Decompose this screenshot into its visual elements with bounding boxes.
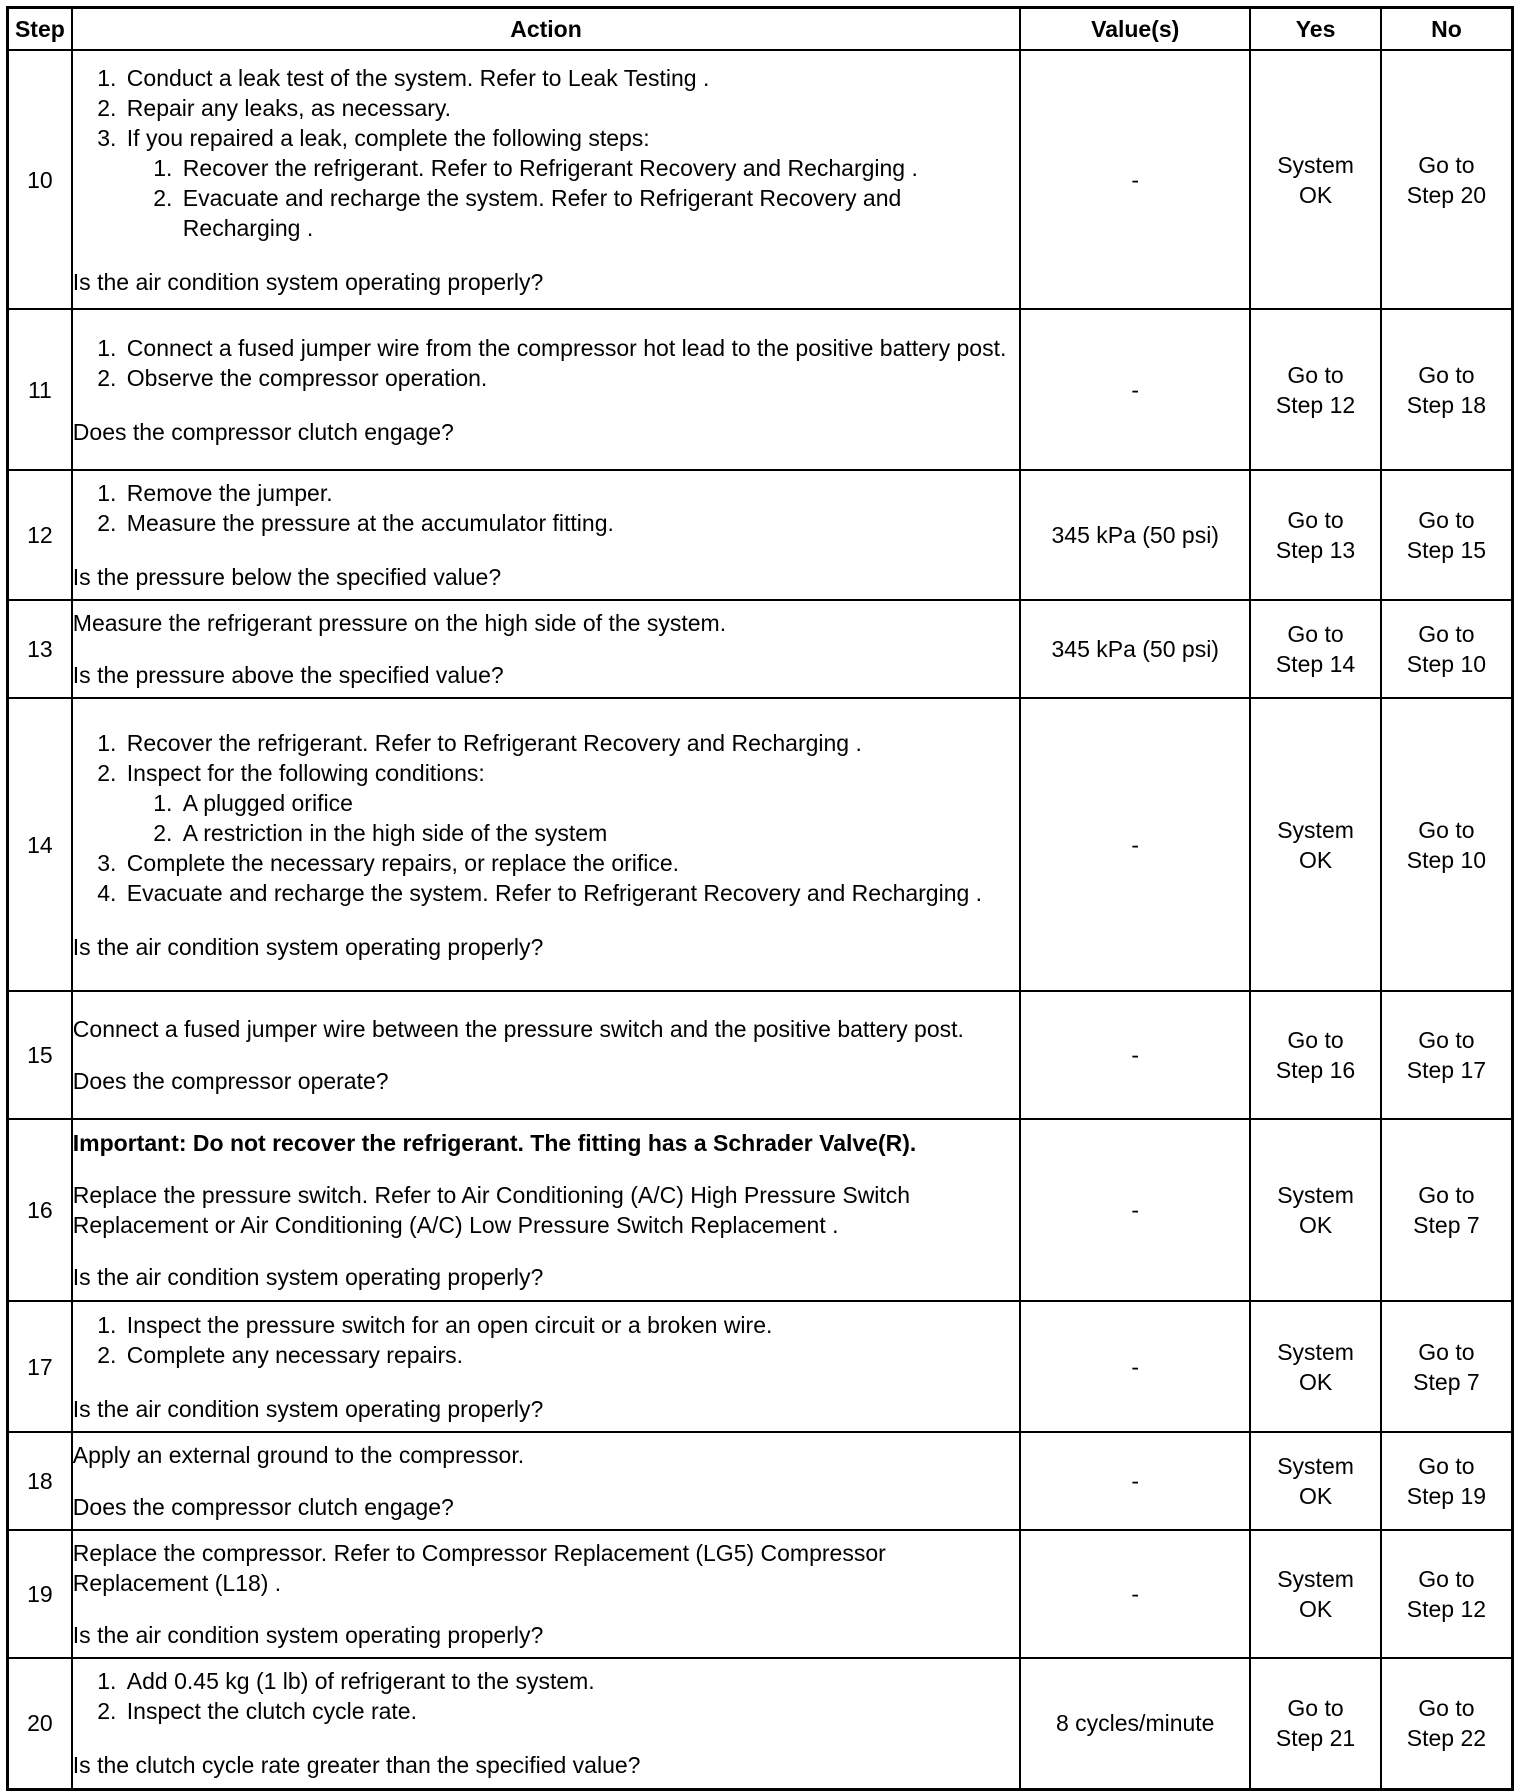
step-number: 12 — [8, 470, 72, 600]
table-row — [8, 698, 1513, 991]
yes-cell — [1250, 600, 1381, 698]
value-cell: - — [1020, 1301, 1250, 1432]
header-yes: Yes — [1250, 8, 1381, 51]
list-item: 1. Conduct a leak test of the system. Refer to Leak Testing . — [123, 63, 1019, 93]
yes-line: Go to — [1287, 621, 1344, 647]
step-number: 17 — [8, 1301, 72, 1432]
action-list — [73, 63, 1019, 243]
no-line: Go to — [1418, 1695, 1475, 1722]
yes-line: System — [1277, 1338, 1354, 1365]
yes-line: OK — [1298, 1212, 1333, 1238]
yes-cell — [1250, 50, 1381, 309]
yes-cell — [1250, 1432, 1381, 1530]
question: Is the pressure below the specified value? — [72, 564, 502, 590]
value-cell: - — [1020, 1432, 1250, 1530]
list-item: 2. Observe the compressor operation. — [123, 363, 1019, 393]
list-item: 1. Inspect the pressure switch for an open circuit or a broken wire. — [123, 1310, 1019, 1340]
no-cell — [1381, 1658, 1513, 1789]
no-line: Go to — [1418, 1566, 1475, 1592]
table-row — [8, 1658, 1513, 1789]
action-list — [73, 728, 1019, 908]
step-number: 15 — [8, 991, 72, 1119]
table-row — [8, 1301, 1513, 1432]
action-cell — [72, 991, 1020, 1119]
action-cell — [72, 309, 1020, 470]
value-cell: 345 kPa (50 psi) — [1020, 470, 1250, 600]
no-line: Go to — [1418, 1182, 1475, 1208]
header-action: Action — [72, 8, 1020, 51]
action-list — [73, 1666, 1019, 1726]
no-line: Step 19 — [1406, 1483, 1487, 1509]
action-cell — [72, 1432, 1020, 1530]
yes-line: OK — [1298, 1483, 1333, 1509]
no-line: Step 22 — [1406, 1725, 1487, 1752]
no-line: Go to — [1418, 361, 1475, 388]
table-row — [8, 1119, 1513, 1301]
step-number: 16 — [8, 1119, 72, 1301]
no-cell — [1381, 309, 1513, 470]
value-cell: - — [1020, 1530, 1250, 1658]
yes-line: Step 16 — [1275, 1057, 1356, 1083]
header-step: Step — [8, 8, 72, 51]
value-cell: - — [1020, 309, 1250, 470]
action-cell — [72, 1530, 1020, 1658]
list-item-text: Inspect for the following conditions: — [126, 759, 485, 786]
value-cell: - — [1020, 50, 1250, 309]
action-list — [73, 1310, 1019, 1370]
step-number: 18 — [8, 1432, 72, 1530]
list-item: 1. Remove the jumper. — [123, 478, 1019, 508]
list-item: 2. Repair any leaks, as necessary. — [123, 93, 1019, 123]
table-row — [8, 991, 1513, 1119]
header-row — [8, 8, 1513, 51]
no-line: Go to — [1418, 151, 1475, 178]
no-line: Step 7 — [1413, 1368, 1480, 1395]
yes-line: Step 21 — [1275, 1725, 1356, 1752]
table-row — [8, 470, 1513, 600]
list-item: 1. Recover the refrigerant. Refer to Refrigerant Recovery and Recharging . — [123, 728, 1019, 758]
yes-line: OK — [1298, 1596, 1333, 1622]
table-row — [8, 1530, 1513, 1658]
value-cell: 345 kPa (50 psi) — [1020, 600, 1250, 698]
list-item: 2. Inspect the clutch cycle rate. — [123, 1696, 1019, 1726]
question: Is the air condition system operating properly? — [72, 933, 544, 960]
yes-line: System — [1277, 1566, 1354, 1592]
no-cell — [1381, 470, 1513, 600]
action-cell — [72, 698, 1020, 991]
step-number: 13 — [8, 600, 72, 698]
no-cell — [1381, 1119, 1513, 1301]
list-item: 3. Complete the necessary repairs, or replace the orifice. — [123, 848, 1019, 878]
header-values: Value(s) — [1020, 8, 1250, 51]
question: Does the compressor clutch engage? — [72, 418, 454, 445]
yes-cell — [1250, 1119, 1381, 1301]
question: Does the compressor operate? — [72, 1068, 389, 1094]
no-line: Go to — [1418, 621, 1475, 647]
no-line: Step 17 — [1406, 1057, 1487, 1083]
sub-list — [127, 153, 1019, 243]
yes-cell — [1250, 1301, 1381, 1432]
action-text: Replace the compressor. Refer to Compressor Replacement (LG5) Compressor Replacement (L18) . — [72, 1540, 886, 1596]
yes-line: OK — [1298, 1368, 1333, 1395]
no-line: Step 15 — [1406, 537, 1487, 563]
action-list — [73, 333, 1019, 393]
action-text: Connect a fused jumper wire between the pressure switch and the positive battery post. — [72, 1016, 964, 1042]
yes-line: System — [1277, 1182, 1354, 1208]
sub-list — [127, 788, 1019, 848]
action-cell — [72, 470, 1020, 600]
step-number: 20 — [8, 1658, 72, 1789]
table-row — [8, 50, 1513, 309]
no-line: Go to — [1418, 1453, 1475, 1479]
list-item — [123, 123, 1019, 243]
no-line: Go to — [1418, 507, 1475, 533]
yes-line: Step 13 — [1275, 537, 1356, 563]
no-line: Step 10 — [1406, 651, 1487, 677]
value-cell: 8 cycles/minute — [1020, 1658, 1250, 1789]
table-row — [8, 1432, 1513, 1530]
no-cell — [1381, 1301, 1513, 1432]
list-item: 1. Add 0.45 kg (1 lb) of refrigerant to the system. — [123, 1666, 1019, 1696]
action-cell — [72, 1658, 1020, 1789]
question: Does the compressor clutch engage? — [72, 1494, 454, 1520]
no-line: Step 18 — [1406, 391, 1487, 418]
action-text: Replace the pressure switch. Refer to Air Conditioning (A/C) High Pressure Switch Replacement or Air Conditioning (A/C) Low Pressure Switch Replacement . — [72, 1182, 911, 1238]
header-no: No — [1381, 8, 1513, 51]
list-item: 2. Measure the pressure at the accumulator fitting. — [123, 508, 1019, 538]
no-cell — [1381, 1530, 1513, 1658]
list-item-text: If you repaired a leak, complete the following steps: — [126, 124, 650, 151]
list-item — [123, 758, 1019, 848]
yes-line: Go to — [1287, 361, 1344, 388]
table-row — [8, 309, 1513, 470]
action-text: Measure the refrigerant pressure on the high side of the system. — [72, 610, 727, 636]
question: Is the air condition system operating properly? — [72, 1622, 544, 1648]
yes-line: System — [1277, 151, 1354, 178]
action-cell — [72, 1301, 1020, 1432]
list-item: 4. Evacuate and recharge the system. Refer to Refrigerant Recovery and Recharging . — [123, 878, 1019, 908]
no-line: Step 10 — [1406, 846, 1487, 873]
yes-line: OK — [1298, 846, 1333, 873]
yes-line: System — [1277, 1453, 1354, 1479]
yes-line: Go to — [1287, 1027, 1344, 1053]
yes-line: Go to — [1287, 507, 1344, 533]
question: Is the air condition system operating properly? — [72, 1395, 544, 1422]
step-number: 19 — [8, 1530, 72, 1658]
yes-line: Step 14 — [1275, 651, 1356, 677]
list-item: 1. Connect a fused jumper wire from the compressor hot lead to the positive battery post. — [123, 333, 1019, 363]
action-cell — [72, 600, 1020, 698]
no-line: Go to — [1418, 1338, 1475, 1365]
diagnostic-table — [6, 6, 1514, 1791]
yes-cell — [1250, 698, 1381, 991]
question: Is the air condition system operating properly? — [72, 268, 544, 295]
step-number: 11 — [8, 309, 72, 470]
yes-line: System — [1277, 816, 1354, 843]
list-item: 2. Complete any necessary repairs. — [123, 1340, 1019, 1370]
no-line: Step 20 — [1406, 181, 1487, 208]
no-cell — [1381, 50, 1513, 309]
step-number: 14 — [8, 698, 72, 991]
action-list — [73, 478, 1019, 538]
sub-list-item: 2. A restriction in the high side of the system — [179, 818, 1019, 848]
yes-cell — [1250, 1530, 1381, 1658]
yes-cell — [1250, 991, 1381, 1119]
sub-list-item: 2. Evacuate and recharge the system. Refer to Refrigerant Recovery and Recharging . — [179, 183, 1019, 243]
no-line: Step 12 — [1406, 1596, 1487, 1622]
question: Is the clutch cycle rate greater than the specified value? — [72, 1752, 641, 1779]
no-line: Go to — [1418, 816, 1475, 843]
value-cell: - — [1020, 991, 1250, 1119]
step-number: 10 — [8, 50, 72, 309]
no-line: Go to — [1418, 1027, 1475, 1053]
yes-cell — [1250, 470, 1381, 600]
action-cell — [72, 50, 1020, 309]
value-cell: - — [1020, 1119, 1250, 1301]
question: Is the pressure above the specified value? — [72, 662, 504, 688]
yes-line: Step 12 — [1275, 391, 1356, 418]
yes-cell — [1250, 309, 1381, 470]
sub-list-item: 1. A plugged orifice — [179, 788, 1019, 818]
no-line: Step 7 — [1413, 1212, 1480, 1238]
action-cell — [72, 1119, 1020, 1301]
important-note: Important: Do not recover the refrigerant. The fitting has a Schrader Valve(R). — [72, 1130, 917, 1156]
no-cell — [1381, 1432, 1513, 1530]
question: Is the air condition system operating properly? — [72, 1264, 544, 1290]
no-cell — [1381, 600, 1513, 698]
sub-list-item: 1. Recover the refrigerant. Refer to Refrigerant Recovery and Recharging . — [179, 153, 1019, 183]
yes-cell — [1250, 1658, 1381, 1789]
value-cell: - — [1020, 698, 1250, 991]
table-row — [8, 600, 1513, 698]
no-cell — [1381, 991, 1513, 1119]
yes-line: Go to — [1287, 1695, 1344, 1722]
action-text: Apply an external ground to the compressor. — [72, 1442, 525, 1468]
no-cell — [1381, 698, 1513, 991]
yes-line: OK — [1298, 181, 1333, 208]
